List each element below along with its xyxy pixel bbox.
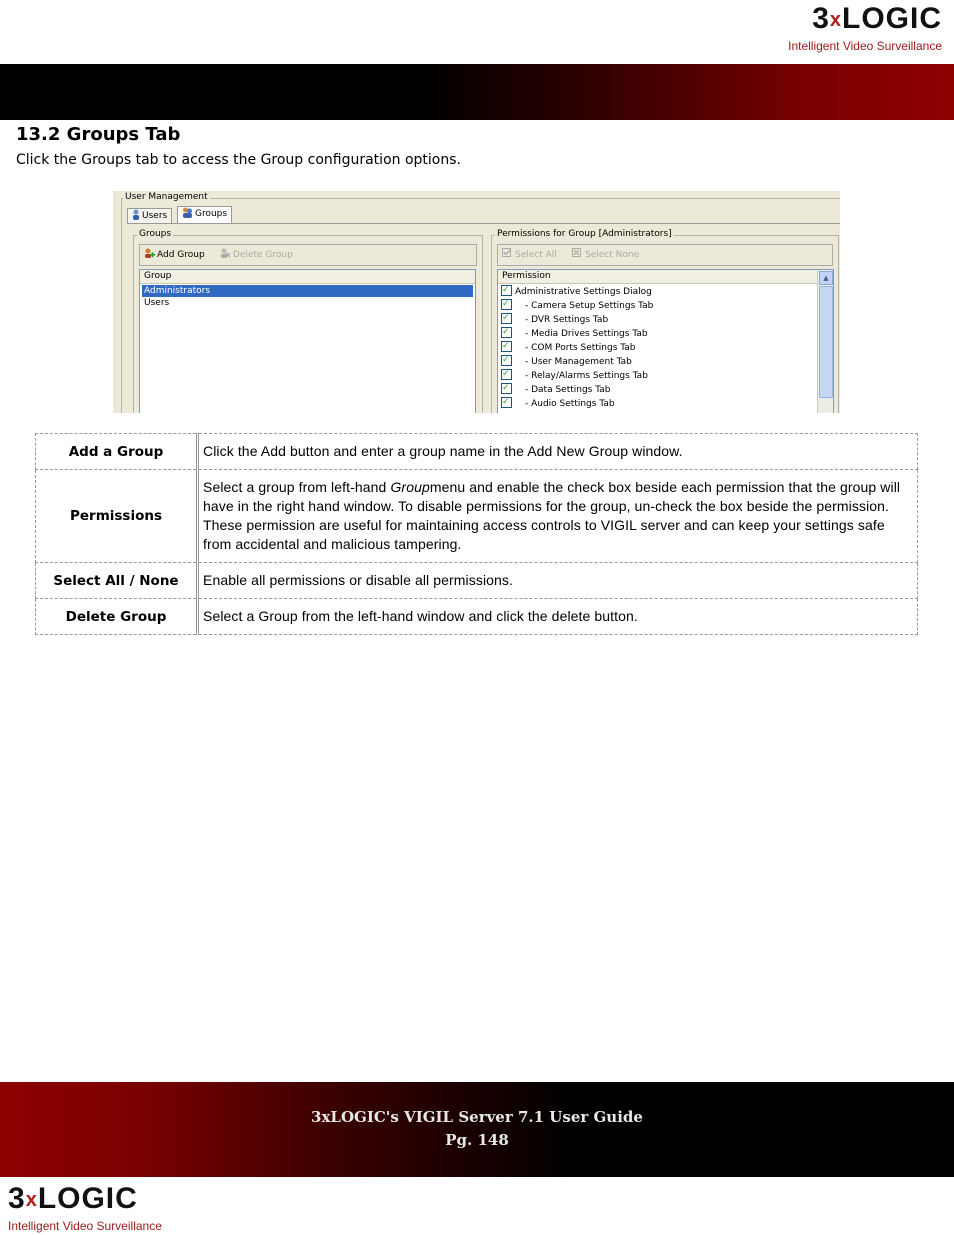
tab-groups[interactable]: Groups	[177, 206, 232, 224]
select-all-button[interactable]: Select All	[502, 248, 557, 261]
delete-group-button[interactable]: Delete Group	[220, 248, 293, 261]
checkbox[interactable]	[501, 299, 512, 310]
permission-row[interactable]: ✓- Camera Setup Settings Tab	[501, 299, 653, 313]
footer-text	[0, 1106, 954, 1152]
logo-wordmark: 3xLOGIC	[812, 2, 942, 35]
header-band	[0, 64, 954, 120]
scrollbar-thumb[interactable]	[819, 286, 833, 398]
permission-row[interactable]: ✓- Media Drives Settings Tab	[501, 327, 648, 341]
groups-tab-screenshot	[113, 191, 840, 413]
delete-group-icon	[220, 248, 231, 259]
permission-row[interactable]: ✓- User Management Tab	[501, 355, 632, 369]
permission-row[interactable]: ✓- DVR Settings Tab	[501, 313, 608, 327]
permission-row[interactable]: ✓- Audio Settings Tab	[501, 397, 615, 411]
description-cell: Click the Add button and enter a group name in the Add New Group window.	[198, 434, 918, 470]
checkbox[interactable]	[501, 383, 512, 394]
term-cell: Delete Group	[36, 599, 198, 635]
description-cell: Select a group from left-hand Groupmenu and enable the check box beside each permission that the group will have in the right hand window. To disable permissions for the group, un-check the box beside the permission. These permission are useful for maintaining access controls to VIGIL server and can keep your settings safe from accidental and malicious tampering.	[198, 470, 918, 563]
select-all-icon	[502, 248, 513, 259]
footer-guide-title: 3xLOGIC's VIGIL Server 7.1 User Guide	[311, 1108, 643, 1126]
permission-row[interactable]: ✓- COM Ports Settings Tab	[501, 341, 636, 355]
checkbox[interactable]	[501, 285, 512, 296]
checkbox[interactable]	[501, 355, 512, 366]
scroll-up-arrow-icon[interactable]: ▲	[819, 271, 833, 285]
permission-row[interactable]: ✓Administrative Settings Dialog	[501, 285, 652, 299]
header-logo	[788, 4, 942, 53]
users-icon	[132, 209, 140, 220]
term-cell: Permissions	[36, 470, 198, 563]
section-title: 13.2 Groups Tab	[16, 124, 181, 145]
term-cell: Add a Group	[36, 434, 198, 470]
permissions-list	[497, 269, 834, 413]
permissions-scrollbar[interactable]	[817, 270, 833, 413]
section-intro: Click the Groups tab to access the Group configuration options.	[16, 152, 461, 168]
permission-column-header[interactable]: Permission	[498, 270, 817, 284]
checkbox[interactable]	[501, 327, 512, 338]
description-cell: Enable all permissions or disable all permissions.	[198, 563, 918, 599]
permissions-label: Permissions for Group [Administrators]	[497, 229, 672, 239]
groups-toolbar	[139, 244, 477, 266]
footer-page-number: Pg. 148	[445, 1131, 509, 1149]
user-management-label: User Management	[125, 192, 208, 202]
checkbox[interactable]	[501, 369, 512, 380]
group-row-administrators[interactable]: Administrators	[142, 285, 473, 297]
permission-row[interactable]: ✓- Data Settings Tab	[501, 383, 610, 397]
table-row	[36, 599, 918, 635]
groups-icon	[182, 207, 193, 218]
logo-wordmark: 3xLOGIC	[8, 1182, 138, 1215]
term-cell: Select All / None	[36, 563, 198, 599]
table-row	[36, 470, 918, 563]
logo-tagline: Intelligent Video Surveillance	[788, 39, 942, 53]
footer-logo	[8, 1184, 162, 1233]
description-cell: Select a Group from the left-hand window and click the delete button.	[198, 599, 918, 635]
groups-list	[139, 269, 476, 413]
checkbox[interactable]	[501, 341, 512, 352]
groups-tab-reference-table	[35, 433, 918, 635]
permission-row[interactable]: ✓- Relay/Alarms Settings Tab	[501, 369, 648, 383]
permissions-toolbar	[497, 244, 833, 266]
group-column-header[interactable]: Group	[140, 270, 475, 284]
checkbox[interactable]	[501, 313, 512, 324]
group-row-users[interactable]: Users	[144, 298, 170, 308]
add-group-icon	[144, 248, 155, 259]
add-group-button[interactable]: Add Group	[144, 248, 205, 261]
groups-label: Groups	[139, 229, 172, 239]
logo-tagline: Intelligent Video Surveillance	[8, 1219, 162, 1233]
checkbox[interactable]	[501, 397, 512, 408]
select-none-icon	[572, 248, 583, 259]
table-row	[36, 563, 918, 599]
select-none-button[interactable]: Select None	[572, 248, 639, 261]
table-row	[36, 434, 918, 470]
tab-users[interactable]: Users	[127, 208, 172, 224]
